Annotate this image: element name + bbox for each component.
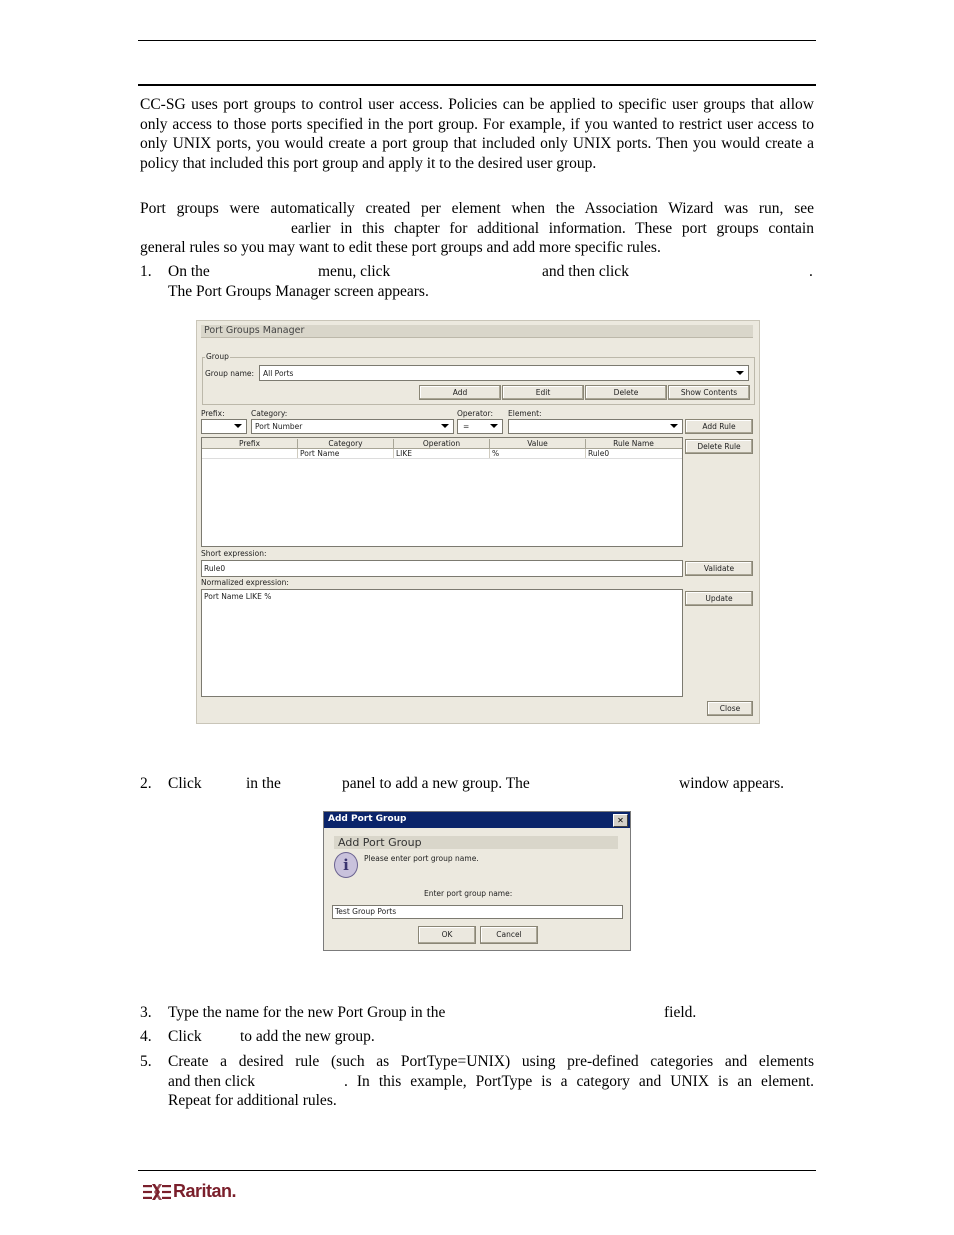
step-text: . xyxy=(809,263,813,280)
chevron-down-icon xyxy=(670,424,678,428)
step-1 xyxy=(0,262,954,302)
intro-p2-line1: Port groups were automatically created per element when the Association Wizard was run, see xyxy=(140,200,814,217)
step-text: Click xyxy=(168,1028,202,1045)
normalized-expression-value: Port Name LIKE % xyxy=(204,592,272,601)
step-number: 3. xyxy=(140,1004,152,1021)
step-text: On the xyxy=(168,263,210,280)
table-row[interactable] xyxy=(202,449,682,459)
category-select[interactable] xyxy=(251,419,454,434)
group-name-label: Group name: xyxy=(205,369,255,378)
chevron-down-icon xyxy=(234,424,242,428)
chevron-down-icon xyxy=(441,424,449,428)
step-text: . In this example, PortType is a category and UNIX is an element. xyxy=(344,1072,814,1090)
group-name-value: All Ports xyxy=(263,369,294,378)
port-group-name-value: Test Group Ports xyxy=(335,907,397,916)
rules-table-header xyxy=(202,438,682,449)
column-header[interactable]: Category xyxy=(298,439,394,448)
apg-message: Please enter port group name. xyxy=(364,854,479,863)
port-group-name-input[interactable] xyxy=(332,905,623,919)
step-text: in the xyxy=(246,775,281,792)
operator-select[interactable] xyxy=(457,419,503,434)
step-text: Click xyxy=(168,775,202,792)
step-text: panel to add a new group. The xyxy=(342,775,530,792)
header-rule xyxy=(138,40,816,41)
prefix-label: Prefix: xyxy=(201,409,225,418)
update-button[interactable]: Update xyxy=(685,591,753,606)
step-text: and then click xyxy=(542,263,629,280)
apg-prompt: Enter port group name: xyxy=(424,889,513,898)
validate-button[interactable]: Validate xyxy=(685,561,753,576)
step-number: 1. xyxy=(140,263,152,280)
info-icon: i xyxy=(334,852,358,878)
operator-value: = xyxy=(463,422,470,431)
chevron-down-icon xyxy=(736,371,744,375)
table-cell: Port Name xyxy=(300,449,340,458)
rules-table xyxy=(201,437,683,547)
edit-group-button[interactable]: Edit xyxy=(502,385,584,400)
pgm-title-bar xyxy=(201,325,753,338)
step-text: field. xyxy=(664,1004,697,1021)
show-contents-button[interactable]: Show Contents xyxy=(668,385,750,400)
step-text: to add the new group. xyxy=(240,1028,375,1045)
section-rule xyxy=(138,84,816,86)
column-header[interactable]: Operation xyxy=(394,439,490,448)
normalized-expression-area[interactable] xyxy=(201,589,683,697)
footer-rule xyxy=(138,1170,816,1171)
short-expression-label: Short expression: xyxy=(201,549,267,558)
ok-button[interactable]: OK xyxy=(418,926,476,944)
intro-paragraph-2 xyxy=(140,199,814,256)
normalized-expression-label: Normalized expression: xyxy=(201,578,289,587)
intro-p2-line2: earlier in this chapter for additional information. These port groups contain xyxy=(291,219,814,237)
add-rule-button[interactable]: Add Rule xyxy=(685,419,753,434)
apg-header-bar xyxy=(334,836,618,849)
prefix-select[interactable] xyxy=(201,419,247,434)
chevron-down-icon xyxy=(490,424,498,428)
step-text: window appears. xyxy=(679,775,785,792)
step-3 xyxy=(0,1003,954,1023)
group-name-select[interactable] xyxy=(259,365,749,381)
group-legend: Group xyxy=(206,352,229,361)
category-value: Port Number xyxy=(255,422,303,431)
pgm-title: Port Groups Manager xyxy=(204,325,305,336)
column-header[interactable]: Rule Name xyxy=(613,439,654,448)
step-text: Repeat for additional rules. xyxy=(168,1092,337,1109)
step-text: The Port Groups Manager screen appears. xyxy=(168,283,429,300)
step-4 xyxy=(0,1027,954,1047)
intro-p2-line3: general rules so you may want to edit these port groups and add more specific rules. xyxy=(140,239,661,256)
element-select[interactable] xyxy=(508,419,683,434)
step-5 xyxy=(0,1052,954,1112)
apg-title-bar xyxy=(324,812,630,828)
short-expression-input[interactable] xyxy=(201,560,683,577)
table-cell: LIKE xyxy=(396,449,413,458)
table-cell: % xyxy=(492,449,500,458)
add-port-group-screenshot xyxy=(323,811,631,951)
step-number: 5. xyxy=(140,1053,152,1070)
port-groups-manager-screenshot xyxy=(196,320,760,724)
column-header[interactable]: Prefix xyxy=(202,439,298,448)
apg-window-title: Add Port Group xyxy=(328,814,407,824)
close-button[interactable]: Close xyxy=(707,701,753,716)
raritan-logo-icon xyxy=(143,1182,171,1202)
column-header[interactable]: Value xyxy=(490,439,586,448)
delete-rule-button[interactable]: Delete Rule xyxy=(685,439,753,454)
step-text: menu, click xyxy=(318,263,391,280)
cancel-button[interactable]: Cancel xyxy=(480,926,538,944)
element-label: Element: xyxy=(508,409,542,418)
step-text: Create a desired rule (such as PortType=UNIX) using pre-defined categories and elements xyxy=(168,1053,814,1070)
step-number: 2. xyxy=(140,775,152,792)
short-expression-value: Rule0 xyxy=(204,564,226,573)
category-label: Category: xyxy=(251,409,288,418)
add-group-button[interactable]: Add xyxy=(419,385,501,400)
close-icon[interactable]: ✕ xyxy=(613,814,628,827)
raritan-logo xyxy=(143,1181,251,1203)
intro-paragraph-1: CC-SG uses port groups to control user access. Policies can be applied to specific user groups that allow only access to those ports specified in the port group. For example, if you wanted to restrict user access to only UNIX ports, you would create a port group that included only UNIX ports. Then you would create a policy that included this port group and apply it to the desired user group. xyxy=(140,96,814,172)
step-text: Type the name for the new Port Group in the xyxy=(168,1004,446,1021)
delete-group-button[interactable]: Delete xyxy=(585,385,667,400)
raritan-logo-text: Raritan. xyxy=(173,1181,237,1201)
table-cell: Rule0 xyxy=(588,449,610,458)
operator-label: Operator: xyxy=(457,409,493,418)
apg-header: Add Port Group xyxy=(338,836,422,849)
step-number: 4. xyxy=(140,1028,152,1045)
step-text: and then click xyxy=(168,1072,255,1090)
step-2 xyxy=(0,774,954,794)
